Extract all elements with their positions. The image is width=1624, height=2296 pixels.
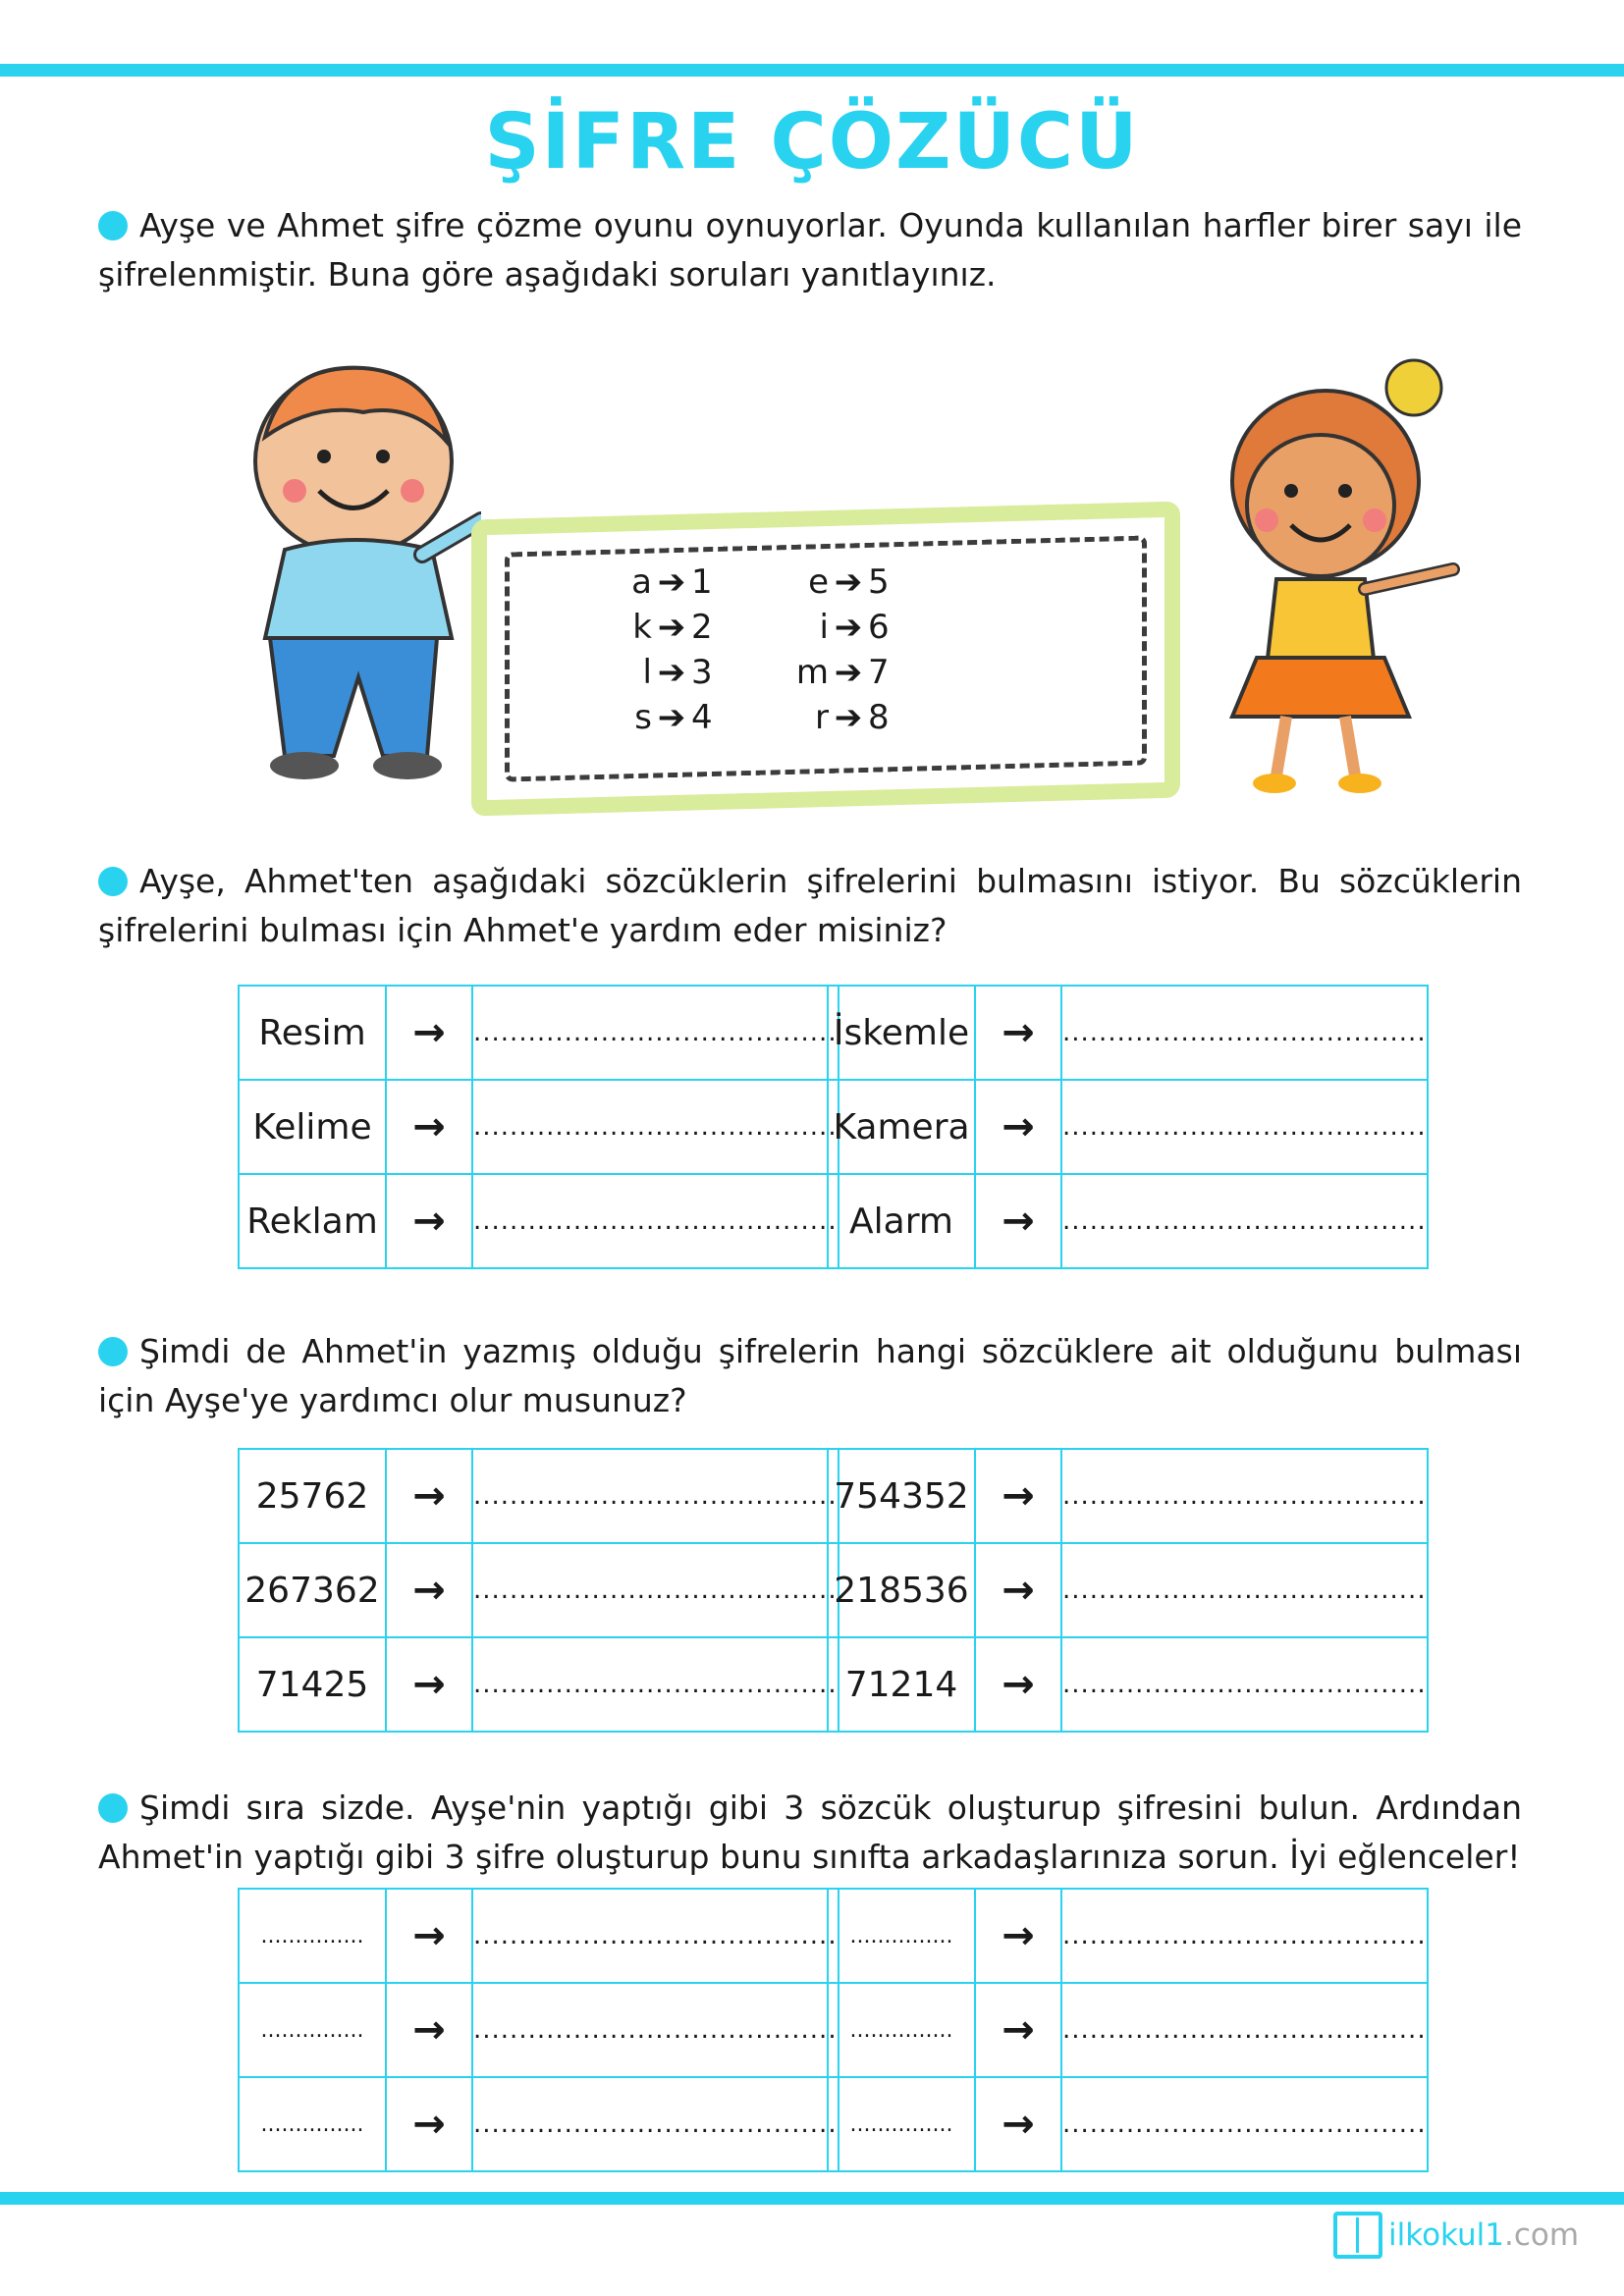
cipher-number: 6 xyxy=(868,608,890,647)
word-cell: İskemle xyxy=(828,986,975,1080)
answer-blank[interactable]: ........................................ xyxy=(472,1449,839,1543)
word-cell: Resim xyxy=(239,986,386,1080)
answer-blank[interactable]: ........................................ xyxy=(1061,1080,1428,1174)
word-cell: Kelime xyxy=(239,1080,386,1174)
cipher-pair xyxy=(619,650,795,695)
arrow-icon: → xyxy=(386,986,472,1080)
code-cell: 754352 xyxy=(828,1449,975,1543)
cipher-letter: i xyxy=(819,608,829,647)
table-row xyxy=(239,1889,839,1983)
answer-blank[interactable]: ........................................ xyxy=(472,1889,839,1983)
arrow-icon: → xyxy=(975,1983,1061,2077)
cipher-letter: e xyxy=(808,562,829,602)
arrow-icon: → xyxy=(975,2077,1061,2171)
section2-left-table xyxy=(238,1448,839,1733)
cipher-number: 7 xyxy=(868,653,890,692)
bottom-rule xyxy=(0,2192,1624,2205)
cipher-number: 3 xyxy=(691,653,713,692)
arrow-icon: → xyxy=(386,1637,472,1732)
cipher-row xyxy=(619,695,972,740)
word-cell: Alarm xyxy=(828,1174,975,1268)
section1-paragraph xyxy=(98,857,1522,955)
section1-left-table xyxy=(238,985,839,1269)
cipher-arrow-icon: ➔ xyxy=(834,698,863,737)
section3-text: Şimdi sıra sizde. Ayşe'nin yaptığı gibi 3 sözcük oluşturup şifresini bulun. Ardından Ahmet'in yaptığı gibi 3 şifre oluşturup bunu sınıfta arkadaşlarınıza sorun. İyi eğlenceler! xyxy=(98,1789,1522,1876)
table-row xyxy=(828,1174,1428,1268)
table-row xyxy=(828,1637,1428,1732)
table-row xyxy=(239,986,839,1080)
logo-name: ilkokul1 xyxy=(1388,2217,1505,2253)
cipher-letter: r xyxy=(815,698,829,737)
table-row xyxy=(239,1637,839,1732)
cipher-arrow-icon: ➔ xyxy=(657,653,686,692)
code-cell: 71425 xyxy=(239,1637,386,1732)
word-cell: Kamera xyxy=(828,1080,975,1174)
table-row xyxy=(239,1080,839,1174)
cipher-pair xyxy=(619,560,795,605)
cipher-arrow-icon: ➔ xyxy=(834,608,863,647)
code-cell: 218536 xyxy=(828,1543,975,1637)
bullet-dot-icon xyxy=(98,211,128,240)
cipher-key xyxy=(619,560,972,740)
cipher-arrow-icon: ➔ xyxy=(834,562,863,602)
answer-blank[interactable]: ........................................ xyxy=(472,1983,839,2077)
cipher-number: 2 xyxy=(691,608,713,647)
cipher-number: 4 xyxy=(691,698,713,737)
arrow-icon: → xyxy=(386,1889,472,1983)
answer-blank[interactable]: ........................................ xyxy=(1061,2077,1428,2171)
answer-blank[interactable]: ........................................ xyxy=(1061,1174,1428,1268)
arrow-icon: → xyxy=(975,1449,1061,1543)
code-cell: 71214 xyxy=(828,1637,975,1732)
cipher-pair xyxy=(619,695,795,740)
section3-right-table xyxy=(827,1888,1429,2172)
section2-right-table xyxy=(827,1448,1429,1733)
section2-text: Şimdi de Ahmet'in yazmış olduğu şifrelerin hangi sözcüklere ait olduğunu bulması için Ayşe'ye yardımcı olur musunuz? xyxy=(98,1332,1522,1419)
site-logo[interactable] xyxy=(1333,2206,1579,2265)
answer-blank[interactable]: ........................................ xyxy=(472,1174,839,1268)
arrow-icon: → xyxy=(386,1983,472,2077)
answer-blank[interactable]: ........................................ xyxy=(472,2077,839,2171)
illustration xyxy=(226,344,1483,795)
cipher-letter: m xyxy=(795,653,829,692)
code-cell: 267362 xyxy=(239,1543,386,1637)
page-title: ŞİFRE ÇÖZÜCÜ xyxy=(484,98,1140,187)
code-blank[interactable]: ............... xyxy=(828,2077,975,2171)
cipher-arrow-icon: ➔ xyxy=(834,653,863,692)
top-rule xyxy=(0,64,1624,77)
arrow-icon: → xyxy=(975,1889,1061,1983)
girl-illustration xyxy=(1218,344,1483,795)
cipher-letter: s xyxy=(634,698,652,737)
cipher-pair xyxy=(795,560,972,605)
cipher-arrow-icon: ➔ xyxy=(657,562,686,602)
arrow-icon: → xyxy=(386,1080,472,1174)
cipher-pair xyxy=(795,650,972,695)
boy-illustration xyxy=(226,344,481,795)
cipher-row xyxy=(619,560,972,605)
table-row xyxy=(828,1543,1428,1637)
table-row xyxy=(239,1174,839,1268)
table-row xyxy=(239,2077,839,2171)
word-blank[interactable]: ............... xyxy=(239,1983,386,2077)
cipher-pair xyxy=(619,605,795,650)
arrow-icon: → xyxy=(386,2077,472,2171)
table-row xyxy=(828,1889,1428,1983)
logo-domain: .com xyxy=(1504,2217,1580,2253)
table-row xyxy=(828,2077,1428,2171)
arrow-icon: → xyxy=(975,986,1061,1080)
arrow-icon: → xyxy=(386,1449,472,1543)
table-row xyxy=(239,1983,839,2077)
cipher-letter: l xyxy=(642,653,652,692)
arrow-icon: → xyxy=(975,1080,1061,1174)
code-blank[interactable]: ............... xyxy=(828,1889,975,1983)
table-row xyxy=(828,1080,1428,1174)
cipher-number: 5 xyxy=(868,562,890,602)
arrow-icon: → xyxy=(975,1174,1061,1268)
intro-paragraph xyxy=(98,201,1522,299)
arrow-icon: → xyxy=(975,1543,1061,1637)
table-row xyxy=(239,1449,839,1543)
answer-blank[interactable]: ........................................ xyxy=(472,986,839,1080)
section1-right-table xyxy=(827,985,1429,1269)
arrow-icon: → xyxy=(386,1543,472,1637)
section3-left-table xyxy=(238,1888,839,2172)
cipher-number: 8 xyxy=(868,698,890,737)
word-blank[interactable]: ............... xyxy=(239,2077,386,2171)
bullet-dot-icon xyxy=(98,1793,128,1823)
answer-blank[interactable]: ........................................ xyxy=(1061,1543,1428,1637)
table-row xyxy=(828,1449,1428,1543)
cipher-letter: k xyxy=(632,608,652,647)
word-cell: Reklam xyxy=(239,1174,386,1268)
answer-blank[interactable]: ........................................ xyxy=(1061,1637,1428,1732)
answer-blank[interactable]: ........................................ xyxy=(1061,1449,1428,1543)
section2-paragraph xyxy=(98,1327,1522,1425)
table-row xyxy=(828,1983,1428,2077)
cipher-letter: a xyxy=(631,562,652,602)
table-row xyxy=(239,1543,839,1637)
section3-paragraph xyxy=(98,1784,1522,1882)
cipher-number: 1 xyxy=(691,562,713,602)
answer-blank[interactable]: ........................................ xyxy=(1061,1983,1428,2077)
intro-text: Ayşe ve Ahmet şifre çözme oyunu oynuyorlar. Oyunda kullanılan harfler birer sayı ile şifrelenmiştir. Buna göre aşağıdaki soruları yanıtlayınız. xyxy=(98,206,1522,294)
arrow-icon: → xyxy=(386,1174,472,1268)
code-blank[interactable]: ............... xyxy=(828,1983,975,2077)
cipher-pair xyxy=(795,605,972,650)
bullet-dot-icon xyxy=(98,867,128,896)
cipher-row xyxy=(619,650,972,695)
answer-blank[interactable]: ........................................ xyxy=(472,1637,839,1732)
cipher-arrow-icon: ➔ xyxy=(657,698,686,737)
table-row xyxy=(828,986,1428,1080)
bullet-dot-icon xyxy=(98,1337,128,1366)
answer-blank[interactable]: ........................................ xyxy=(472,1080,839,1174)
cipher-row xyxy=(619,605,972,650)
cipher-arrow-icon: ➔ xyxy=(657,608,686,647)
word-blank[interactable]: ............... xyxy=(239,1889,386,1983)
arrow-icon: → xyxy=(975,1637,1061,1732)
cipher-pair xyxy=(795,695,972,740)
section1-text: Ayşe, Ahmet'ten aşağıdaki sözcüklerin şifrelerini bulmasını istiyor. Bu sözcüklerin şifrelerini bulması için Ahmet'e yardım eder misiniz? xyxy=(98,862,1522,949)
answer-blank[interactable]: ........................................ xyxy=(472,1543,839,1637)
book-icon xyxy=(1333,2212,1382,2259)
code-cell: 25762 xyxy=(239,1449,386,1543)
answer-blank[interactable]: ........................................ xyxy=(1061,1889,1428,1983)
answer-blank[interactable]: ........................................ xyxy=(1061,986,1428,1080)
